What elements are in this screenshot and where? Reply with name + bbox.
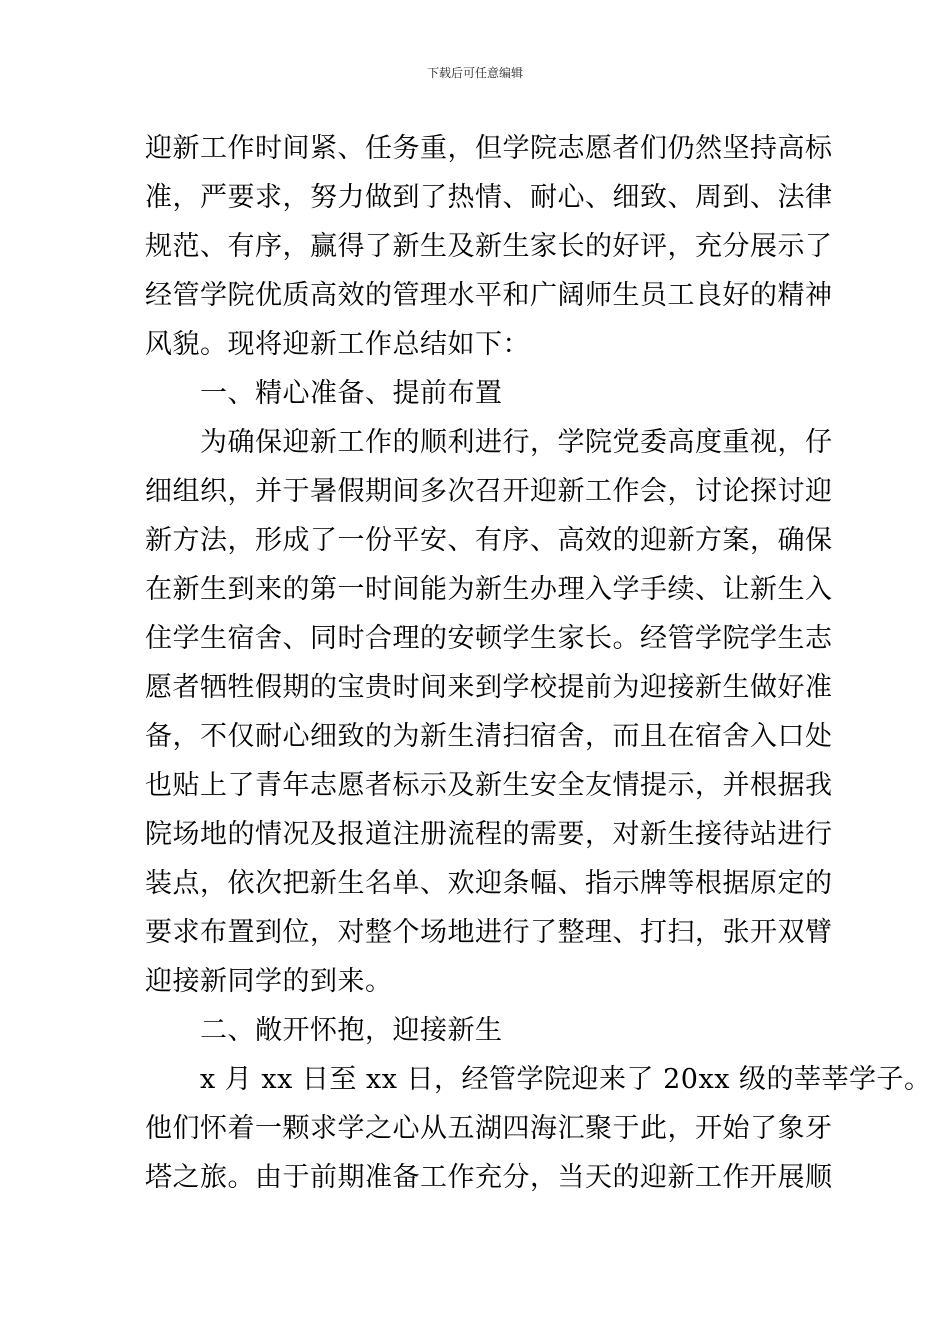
text-line: 住学生宿舍、同时合理的安顿学生家长。经管学院学生志 (145, 623, 833, 654)
text-line: 愿者牺牲假期的宝贵时间来到学校提前为迎接新生做好准 (145, 672, 833, 703)
document-body (145, 124, 932, 1202)
text-line: 在新生到来的第一时间能为新生办理入学手续、让新生入 (145, 574, 833, 605)
text-line: 他们怀着一颗求学之心从五湖四海汇聚于此，开始了象牙 (145, 1113, 833, 1144)
text-line: 塔之旅。由于前期准备工作充分，当天的迎新工作开展顺 (145, 1162, 833, 1193)
text-line: 院场地的情况及报道注册流程的需要，对新生接待站进行 (145, 819, 833, 850)
text-line: 风貌。现将迎新工作总结如下： (145, 329, 530, 360)
text-line: 新方法，形成了一份平安、有序、高效的迎新方案，确保 (145, 525, 833, 556)
text-line: 迎接新同学的到来。 (145, 966, 393, 997)
section-heading: 二、敞开怀抱，迎接新生 (200, 1015, 503, 1046)
text-line: 也贴上了青年志愿者标示及新生安全友情提示，并根据我 (145, 770, 833, 801)
text-line: 装点，依次把新生名单、欢迎条幅、指示牌等根据原定的 (145, 868, 833, 899)
text-line: 准，严要求，努力做到了热情、耐心、细致、周到、法律 (145, 182, 833, 213)
text-line: 备，不仅耐心细致的为新生清扫宿舍，而且在宿舍入口处 (145, 721, 833, 752)
text-line: 经管学院优质高效的管理水平和广阔师生员工良好的精神 (145, 280, 833, 311)
page-header: 下载后可任意编辑 (426, 66, 523, 80)
text-line: 迎新工作时间紧、任务重，但学院志愿者们仍然坚持高标 (145, 133, 833, 164)
section-heading: 一、精心准备、提前布置 (200, 378, 503, 409)
text-line: 规范、有序，赢得了新生及新生家长的好评，充分展示了 (145, 231, 833, 262)
text-line: 要求布置到位，对整个场地进行了整理、打扫，张开双臂 (145, 917, 833, 948)
text-line: 为确保迎新工作的顺利进行，学院党委高度重视，仔 (200, 427, 833, 458)
text-line: x 月 xx 日至 xx 日，经管学院迎来了 20xx 级的莘莘学子。 (200, 1064, 932, 1095)
text-line: 细组织，并于暑假期间多次召开迎新工作会，讨论探讨迎 (145, 476, 833, 507)
